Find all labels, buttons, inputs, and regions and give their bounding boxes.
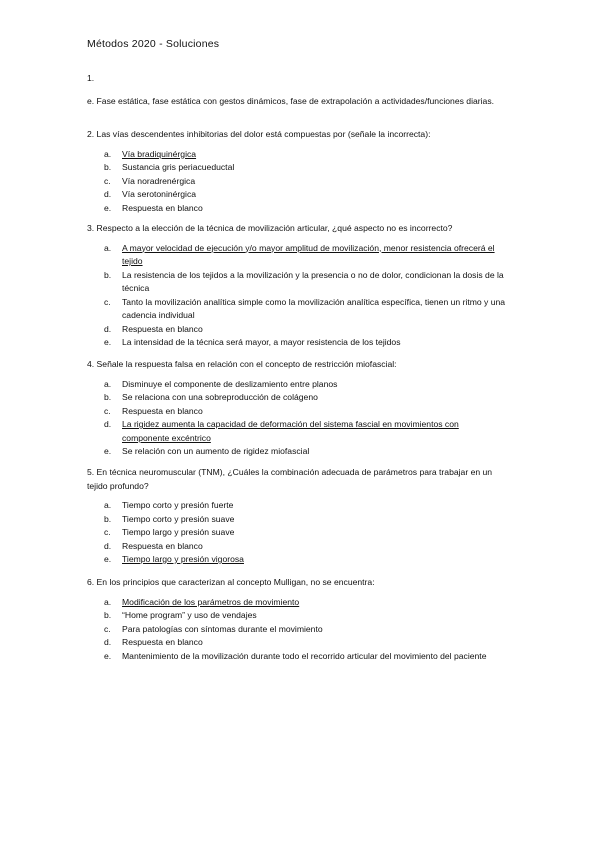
- question-text: 3. Respecto a la elección de la técnica de movilización articular, ¿qué aspecto no es incorrecto?: [87, 223, 453, 233]
- correct-answer: A mayor velocidad de ejecución y/o mayor amplitud de movilización, menor resistencia ofrecerá el tejido: [122, 242, 495, 266]
- correct-answer: La rigidez aumenta la capacidad de deformación del sistema fascial en movimientos con componente excéntrico: [122, 419, 459, 443]
- question-text: 4. Señale la respuesta falsa en relación con el concepto de restricción miofascial:: [87, 359, 397, 369]
- option-list: [87, 378, 507, 459]
- option-item: a. A mayor velocidad de ejecución y/o mayor amplitud de movilización, menor resistencia ofrecerá el tejido: [87, 242, 507, 269]
- option-item: b. “Home program” y uso de vendajes: [104, 610, 257, 620]
- question-5: [87, 466, 507, 567]
- question-4: [87, 358, 507, 459]
- option-item: b. La resistencia de los tejidos a la movilización y la presencia o no de dolor, condicionan la dosis de la técnica: [104, 269, 504, 293]
- option-item: d. Vía serotoninérgica: [104, 189, 197, 199]
- option-item: b. Se relaciona con una sobreproducción de colágeno: [104, 392, 318, 402]
- option-item: e. Tiempo largo y presión vigorosa: [87, 553, 507, 567]
- question-text: 6. En los principios que caracterizan al concepto Mulligan, no se encuentra:: [87, 577, 375, 587]
- correct-answer: Tiempo largo y presión vigorosa: [122, 554, 244, 564]
- option-list: [87, 242, 507, 350]
- option-item: c. Respuesta en blanco: [104, 405, 203, 416]
- question-6: [87, 576, 507, 663]
- option-item: b. Sustancia gris periacueductal: [104, 162, 235, 172]
- option-item: b. Tiempo corto y presión suave: [104, 513, 235, 524]
- option-item: d. Respuesta en blanco: [104, 323, 203, 334]
- option-item: c. Tiempo largo y presión suave: [104, 527, 235, 537]
- option-list: [87, 148, 507, 216]
- option-item: d. La rigidez aumenta la capacidad de deformación del sistema fascial en movimientos con componente excéntrico: [87, 418, 507, 445]
- question-number: 1.: [87, 73, 95, 83]
- option-item: e. Se relación con un aumento de rigidez miofascial: [104, 446, 310, 456]
- option-item: c. Para patologías con síntomas durante el movimiento: [104, 623, 323, 634]
- option-list: [87, 596, 507, 664]
- question-2: [87, 128, 507, 215]
- correct-answer: Modificación de los parámetros de movimiento: [122, 596, 300, 607]
- option-item: a. Vía bradiquinérgica: [87, 148, 507, 162]
- option-item: c. Tanto la movilización analítica simple como la movilización analítica específica, tienen un ritmo y una cadencia individual: [104, 296, 506, 320]
- option-item: d. Respuesta en blanco: [104, 637, 203, 647]
- option-item: c. Vía noradrenérgica: [104, 175, 196, 186]
- question-3: [87, 222, 507, 350]
- option-list: [87, 499, 507, 567]
- option-item: a. Disminuye el componente de deslizamiento entre planos: [104, 378, 338, 389]
- answer-text: e. Fase estática, fase estática con gestos dinámicos, fase de extrapolación a actividades/funciones diarias.: [87, 95, 494, 106]
- question-text: 2. Las vías descendentes inhibitorias del dolor está compuestas por (señale la incorrecta):: [87, 129, 431, 139]
- option-item: a. Tiempo corto y presión fuerte: [104, 500, 234, 510]
- correct-answer: Vía bradiquinérgica: [122, 148, 197, 159]
- option-item: e. Respuesta en blanco: [104, 202, 203, 213]
- option-item: d. Respuesta en blanco: [104, 540, 203, 551]
- question-text: 5. En técnica neuromuscular (TNM), ¿Cuáles la combinación adecuada de parámetros para trabajar en un tejido profundo?: [87, 467, 493, 491]
- question-1: [87, 72, 507, 108]
- page-header: Métodos 2020 - Soluciones: [87, 38, 220, 50]
- option-item: a. Modificación de los parámetros de movimiento: [87, 596, 507, 610]
- option-item: e. La intensidad de la técnica será mayor, a mayor resistencia de los tejidos: [104, 337, 401, 347]
- option-item: e. Mantenimiento de la movilización durante todo el recorrido articular del movimiento del paciente: [104, 650, 487, 661]
